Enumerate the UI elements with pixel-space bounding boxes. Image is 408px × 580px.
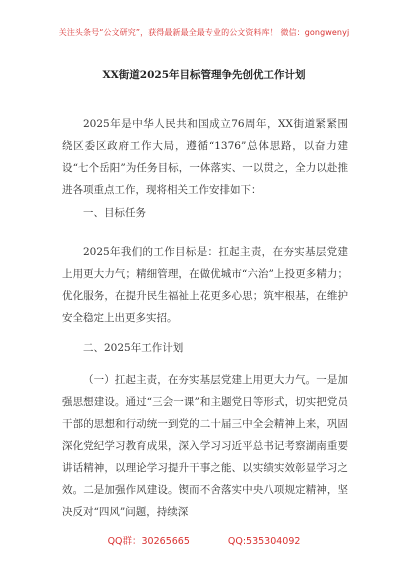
paragraph-intro: 2025年是中华人民共和国成立76周年，XX街道紧紧围绕区委区政府工作大局，遵循“1376”总体思路，以奋力建设“七个岳阳”为任务目标，一体落实、一以贯之，全力以赴推进各项重点工作，现将相关工作安排如下： [62,118,348,196]
body-section-plan [62,369,348,523]
paragraph-goals: 2025年我们的工作目标是：扛起主责，在夯实基层党建上用更大力气；精细管理，在做优城市“六治”上投更多精力；优化服务，在提升民生福祉上花更多心思；筑牢根基，在维护安全稳定上出更多实招。 [62,246,348,324]
body-section-heading-1 [62,202,348,224]
body-section-heading-2 [62,337,348,359]
body-section-intro [62,113,348,201]
header-promo-note: 关注头条号“公文研究”，获得最新最全最专业的公文资料库！ 微信：gongwenyj [58,28,350,37]
section-heading-goals: 一、目标任务 [83,207,146,219]
paragraph-plan: （一）扛起主责，在夯实基层党建上用更大力气。一是加强思想建设。通过“三会一课”和主题党日等形式，切实把党员干部的思想和行动统一到党的二十届三中全会精神上来，巩固深化党纪学习教育成果，深入学习习近平总书记考察湖南重要讲话精神，以理论学习提升干事之能、以实绩实效彰显学习之效。二是加强作风建设。锲而不舍落实中央八项规定精神，坚决反对“四风”问题，持续深 [62,374,348,518]
footer-qq-group: QQ群：30265665 [107,536,190,547]
document-title: XX街道2025年目标管理争先创优工作计划 [102,69,306,81]
body-section-goals [62,241,348,329]
footer-qq: QQ:535304092 [227,536,301,547]
section-heading-plan: 二、2025年工作计划 [83,342,184,354]
footer-contact [0,533,408,547]
